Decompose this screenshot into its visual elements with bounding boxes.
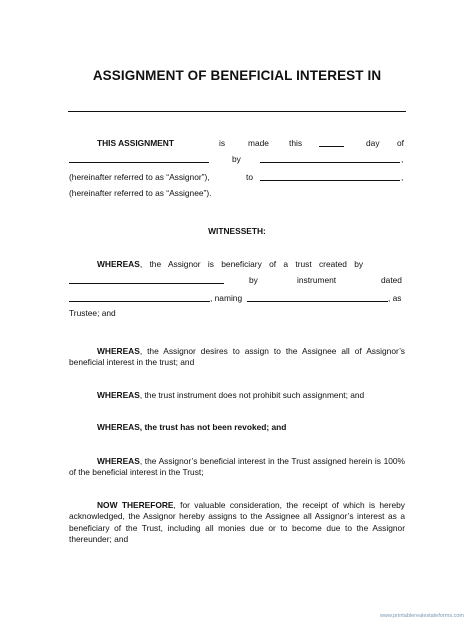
- title-blank-line: [68, 111, 406, 112]
- assignee-name-blank[interactable]: [260, 172, 400, 184]
- clause3: [69, 390, 405, 401]
- clause1-as: , as: [388, 293, 402, 303]
- clause5-text: , the Assignor’s beneficial interest in the Trust assigned herein is 100% of the beneficial interest in the Trust;: [69, 456, 405, 478]
- this-assignment-label: [97, 138, 174, 149]
- word-made: made: [248, 138, 269, 148]
- hereinafter-assignee-text: (hereinafter referred to as “Assignee”).: [69, 188, 212, 198]
- clause5: [69, 456, 405, 479]
- assignor-name-blank[interactable]: [260, 154, 400, 166]
- grantor-blank[interactable]: [69, 275, 224, 287]
- trustee-name-blank[interactable]: [247, 293, 388, 305]
- day-blank[interactable]: [319, 138, 344, 150]
- clause2-whereas: WHEREAS: [97, 346, 140, 356]
- clause2: [69, 346, 405, 369]
- witnesseth-heading: WITNESSETH:: [208, 226, 266, 236]
- clause3-whereas: WHEREAS: [97, 390, 140, 400]
- word-of: of: [397, 138, 404, 148]
- clause6-text: , for valuable consideration, the receipt of which is hereby acknowledged, the Assignor hereby assigns to the Assignee all Assignor’s interest as a beneficiary of the Trust, including all monies due or to become due to the Assignor thereunder; and: [69, 500, 405, 544]
- footer-watermark: www.printablerealestateforms.com: [379, 613, 464, 619]
- comma-1: ,: [401, 154, 404, 164]
- word-day: day: [366, 138, 380, 148]
- this-assignment-text: THIS ASSIGNMENT: [97, 138, 174, 148]
- clause3-text: , the trust instrument does not prohibit such assignment; and: [139, 390, 365, 400]
- clause1-whereas: WHEREAS: [97, 259, 140, 269]
- clause6-now-therefore: NOW THEREFORE: [97, 500, 174, 510]
- hereinafter-assignor-text: (hereinafter referred to as “Assignor”),: [69, 172, 210, 182]
- document-title: ASSIGNMENT OF BENEFICIAL INTEREST IN: [92, 68, 382, 83]
- date-blank[interactable]: [69, 154, 209, 166]
- clause2-text: , the Assignor desires to assign to the Assignee all of Assignor’s beneficial interest in the trust; and: [69, 346, 405, 368]
- clause1-naming: , naming: [210, 293, 243, 303]
- word-this: this: [289, 138, 303, 148]
- clause6: [69, 500, 405, 545]
- clause1-trustee: Trustee; and: [69, 308, 116, 318]
- clause1-dated: dated: [381, 275, 402, 285]
- trust-date-blank[interactable]: [69, 293, 210, 305]
- word-to: to: [246, 172, 253, 182]
- comma-2: ,: [401, 172, 404, 182]
- clause1-line1: [97, 259, 363, 270]
- word-is: is: [219, 138, 226, 148]
- clause1-instrument: instrument: [297, 275, 337, 285]
- word-by: by: [232, 154, 241, 164]
- clause1-by: by: [249, 275, 258, 285]
- clause4: WHEREAS, the trust has not been revoked; and: [97, 422, 287, 432]
- clause1-text: , the Assignor is beneficiary of a trust created by: [139, 259, 364, 269]
- clause5-whereas: WHEREAS: [97, 456, 140, 466]
